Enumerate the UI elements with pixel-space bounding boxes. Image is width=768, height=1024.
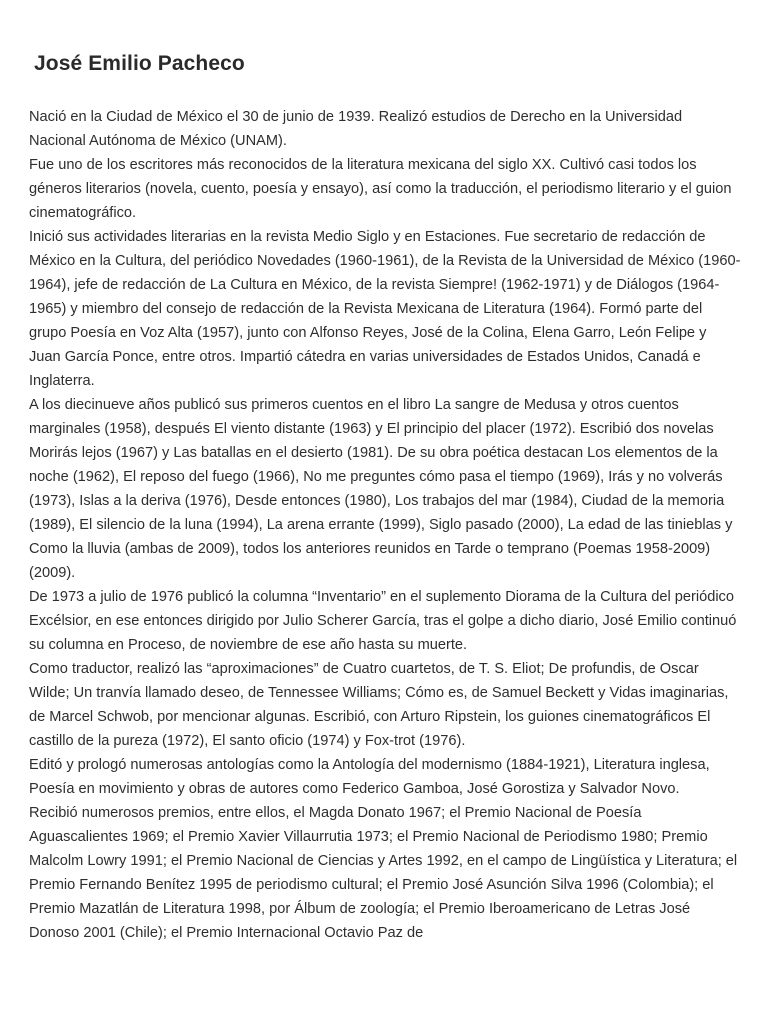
page-title: José Emilio Pacheco bbox=[34, 52, 245, 75]
paragraph-birth: Nació en la Ciudad de México el 30 de junio de 1939. Realizó estudios de Derecho en la Universidad Nacional Autónoma de México (UNAM). bbox=[29, 109, 683, 149]
paragraph-column: De 1973 a julio de 1976 publicó la columna “Inventario” en el suplemento Diorama de la Cultura del periódico Excélsior, en ese entonces dirigido por Julio Scherer García, tras el golpe a dicho diario, José Emilio continuó su columna en Proceso, de noviembre de ese año hasta su muerte. bbox=[29, 589, 737, 653]
paragraph-editorial-career: Inició sus actividades literarias en la revista Medio Siglo y en Estaciones. Fue secretario de redacción de México en la Cultura, del periódico Novedades (1960-1961), de la Revista de la Universidad de México (1960-1964), jefe de redacción de La Cultura en México, de la revista Siempre! (1962-1971) y de Diálogos (1964-1965) y miembro del consejo de redacción de la Revista Mexicana de Literatura (1964). Formó parte del grupo Poesía en Voz Alta (1957), junto con Alfonso Reyes, José de la Colina, Elena Garro, León Felipe y Juan García Ponce, entre otros. Impartió cátedra en varias universidades de Estados Unidos, Canadá e Inglaterra. bbox=[29, 229, 741, 389]
paragraph-genres: Fue uno de los escritores más reconocidos de la literatura mexicana del siglo XX. Cultivó casi todos los géneros literarios (novela, cuento, poesía y ensayo), así como la traducción, el periodismo literario y el guion cinematográfico. bbox=[29, 157, 732, 221]
paragraph-translations: Como traductor, realizó las “aproximaciones” de Cuatro cuartetos, de T. S. Eliot; De profundis, de Oscar Wilde; Un tranvía llamado deseo, de Tennessee Williams; Cómo es, de Samuel Beckett y Vidas imaginarias, de Marcel Schwob, por mencionar algunas. Escribió, con Arturo Ripstein, los guiones cinematográficos El castillo de la pureza (1972), El santo oficio (1974) y Fox-trot (1976). bbox=[29, 661, 729, 749]
paragraph-works: A los diecinueve años publicó sus primeros cuentos en el libro La sangre de Medusa y otros cuentos marginales (1958), después El viento distante (1963) y El principio del placer (1972). Escribió dos novelas Morirás lejos (1967) y Las batallas en el desierto (1981). De su obra poética destacan Los elementos de la noche (1962), El reposo del fuego (1966), No me preguntes cómo pasa el tiempo (1969), Irás y no volverás (1973), Islas a la deriva (1976), Desde entonces (1980), Los trabajos del mar (1984), Ciudad de la memoria (1989), El silencio de la luna (1994), La arena errante (1999), Siglo pasado (2000), La edad de las tinieblas y Como la lluvia (ambas de 2009), todos los anteriores reunidos en Tarde o temprano (Poemas 1958-2009) (2009). bbox=[29, 397, 733, 581]
paragraph-awards: Recibió numerosos premios, entre ellos, el Magda Donato 1967; el Premio Nacional de Poesía Aguascalientes 1969; el Premio Xavier Villaurrutia 1973; el Premio Nacional de Periodismo 1980; Premio Malcolm Lowry 1991; el Premio Nacional de Ciencias y Artes 1992, en el campo de Lingüística y Literatura; el Premio Fernando Benítez 1995 de periodismo cultural; el Premio José Asunción Silva 1996 (Colombia); el Premio Mazatlán de Literatura 1998, por Álbum de zoología; el Premio Iberoamericano de Letras José Donoso 2001 (Chile); el Premio Internacional Octavio Paz de bbox=[29, 805, 738, 941]
document-body bbox=[29, 105, 741, 945]
paragraph-anthologies: Editó y prologó numerosas antologías como la Antología del modernismo (1884-1921), Literatura inglesa, Poesía en movimiento y obras de autores como Federico Gamboa, José Gorostiza y Salvador Novo. bbox=[29, 757, 710, 797]
